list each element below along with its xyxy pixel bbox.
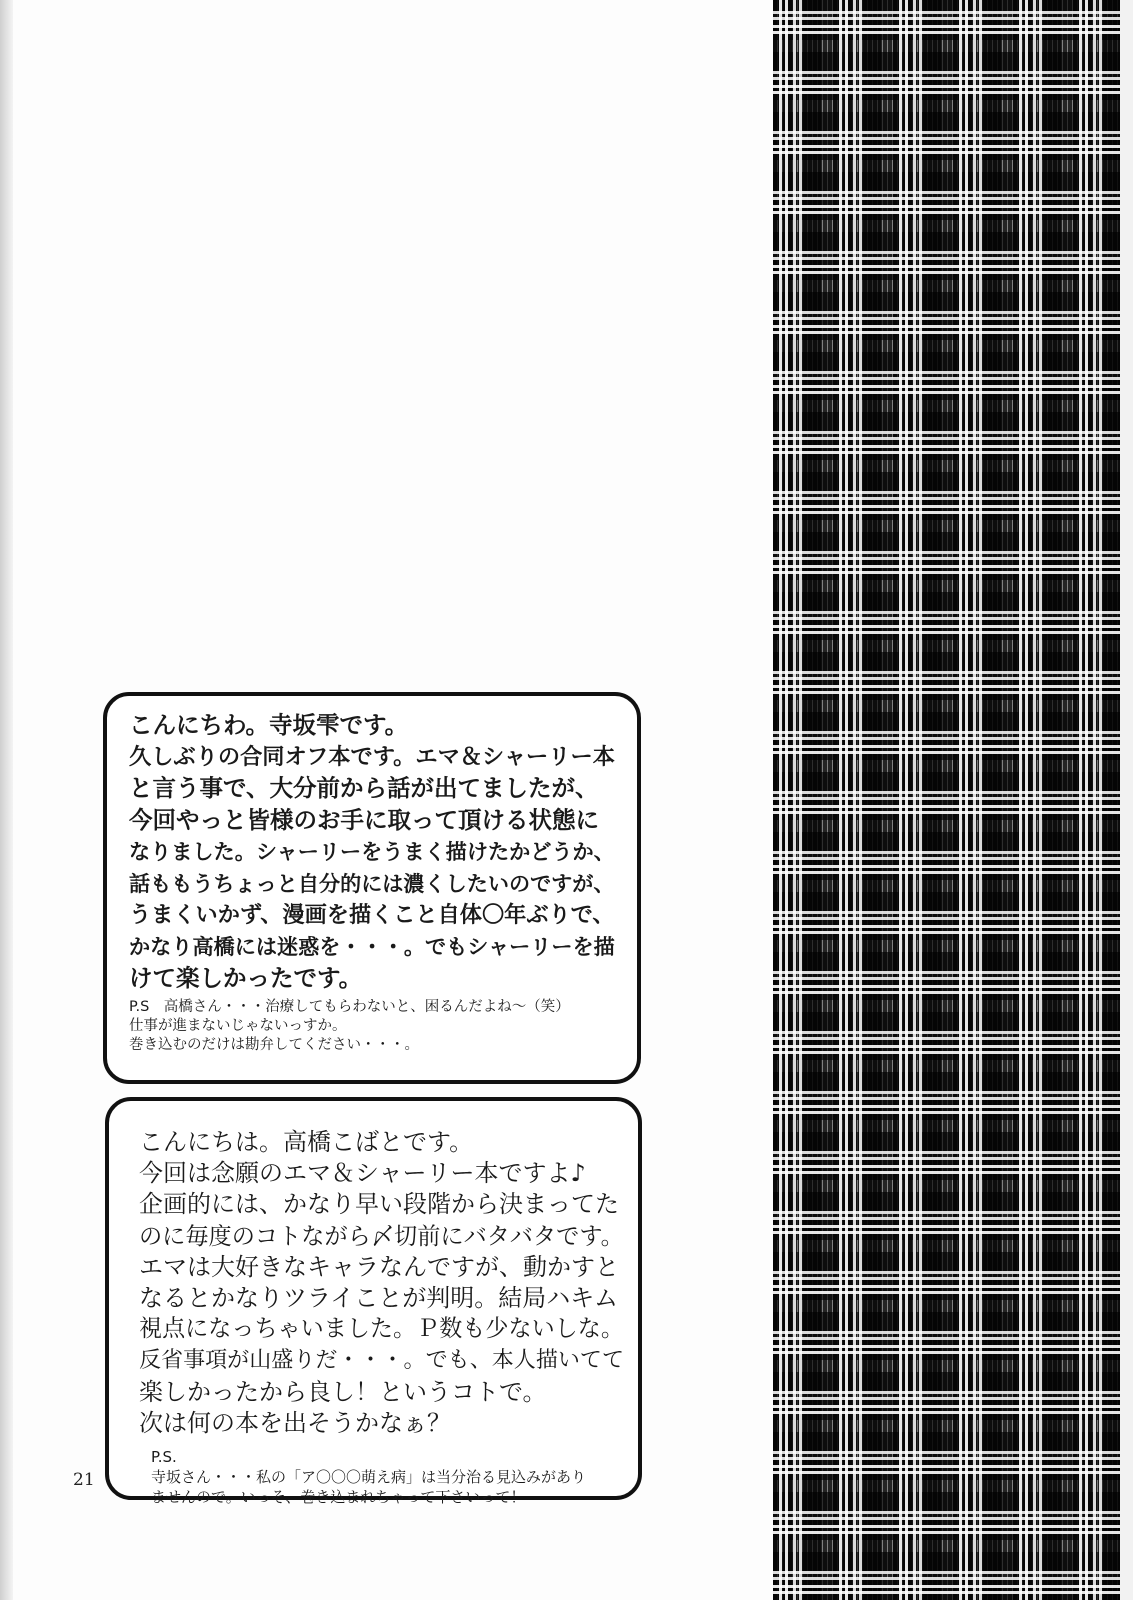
note-line: 視点になっちゃいました。Ｐ数も少ないしな。 xyxy=(139,1316,624,1343)
postscript xyxy=(139,1447,618,1507)
author-note-terasaka xyxy=(103,692,641,1084)
note-line: かなり高橋には迷惑を・・・。でもシャーリーを描 xyxy=(129,934,615,960)
note-line: こんにちは。高橋こばとです。 xyxy=(139,1128,474,1156)
note-line: 今回やっと皆様のお手に取って頂ける状態に xyxy=(129,805,599,834)
note-line: 次は何の本を出そうかなぁ？ xyxy=(139,1408,451,1437)
postscript-line: P.S. xyxy=(151,1448,177,1467)
note-line: 話ももうちょっと自分的には濃くしたいのですが、 xyxy=(129,870,615,896)
note-line: 企画的には、かなり早い段階から決まってた xyxy=(139,1190,619,1219)
postscript-line: P.S 高橋さん・・・治療してもらわないと、困るんだよね～（笑） xyxy=(129,999,570,1016)
plaid-pattern-overlay xyxy=(773,0,1133,1600)
page-number: 21 xyxy=(73,1470,95,1490)
postscript xyxy=(129,998,617,1055)
note-line: と言う事で、大分前から話が出てましたが、 xyxy=(129,774,599,803)
note-line: 久しぶりの合同オフ本です。エマ＆シャーリー本 xyxy=(129,743,615,770)
note-line: のに毎度のコトながら〆切前にバタバタです。 xyxy=(139,1222,624,1250)
page-edge-right xyxy=(1120,0,1133,1600)
note-line: なるとかなりツライことが判明。結局ハキム xyxy=(139,1284,619,1313)
postscript-line: 仕事が進まないじゃないっすか。 xyxy=(129,1018,347,1035)
author-note-takahashi xyxy=(105,1097,642,1507)
note-line: なりました。シャーリーをうまく描けたかどうか、 xyxy=(129,839,615,865)
postscript-line: 巻き込むのだけは勘弁してください・・・。 xyxy=(129,1037,419,1054)
note-line: けて楽しかったです。 xyxy=(129,963,363,992)
postscript-line: ませんので。いっそ、巻き込まれちゃって下さいって！ xyxy=(151,1488,526,1507)
note-line: 今回は念願のエマ＆シャーリー本ですよ♪ xyxy=(139,1159,586,1188)
note-line: 楽しかったから良し！というコトで。 xyxy=(139,1377,547,1406)
note-line: うまくいかず、漫画を描くこと自体〇年ぶりで、 xyxy=(129,901,615,928)
note-line: 反省事項が山盛りだ・・・。でも、本人描いてて xyxy=(139,1348,625,1374)
page-edge-shadow xyxy=(0,0,13,1600)
note-line: エマは大好きなキャラなんですが、動かすと xyxy=(139,1252,619,1281)
note-line: こんにちわ。寺坂雫です。 xyxy=(129,711,409,739)
postscript-line: 寺坂さん・・・私の「ア〇〇〇萌え病」は当分治る見込みがあり xyxy=(151,1468,587,1487)
